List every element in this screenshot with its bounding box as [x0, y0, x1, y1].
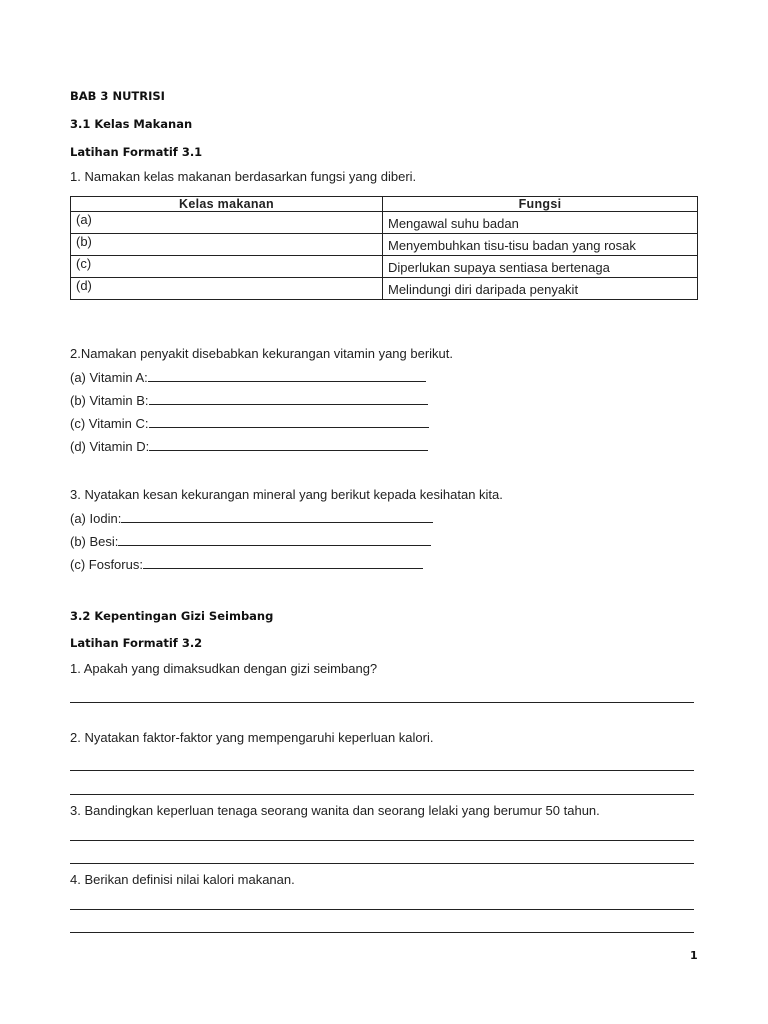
- question-3-tenaga: 3. Bandingkan keperluan tenaga seorang wanita dan seorang lelaki yang berumur 50 tahun.: [70, 803, 600, 818]
- answer-cell-a[interactable]: (a): [71, 212, 383, 234]
- answer-line[interactable]: [70, 840, 694, 841]
- table-row: [71, 278, 698, 300]
- vitamin-a-line: [70, 369, 426, 385]
- answer-cell-c[interactable]: (c): [71, 256, 383, 278]
- table-header-row: [71, 197, 698, 212]
- iodin-line: [70, 510, 433, 526]
- answer-line[interactable]: [70, 909, 694, 910]
- fungsi-cell: Diperlukan supaya sentiasa bertenaga: [383, 256, 698, 278]
- vitamin-b-line: [70, 392, 428, 408]
- fungsi-cell: Mengawal suhu badan: [383, 212, 698, 234]
- answer-line[interactable]: [70, 702, 694, 703]
- question-4-nilai-kalori: 4. Berikan definisi nilai kalori makanan.: [70, 872, 295, 887]
- fosforus-label: (c) Fosforus:: [70, 557, 143, 572]
- vitamin-d-line: [70, 438, 428, 454]
- answer-line[interactable]: [70, 863, 694, 864]
- answer-line[interactable]: [70, 794, 694, 795]
- question-1-gizi: 1. Apakah yang dimaksudkan dengan gizi seimbang?: [70, 661, 378, 676]
- question-2-vitamin: 2.Namakan penyakit disebabkan kekurangan vitamin yang berikut.: [70, 346, 454, 361]
- table-row: [71, 212, 698, 234]
- vitamin-d-label: (d) Vitamin D:: [70, 439, 150, 454]
- vitamin-b-label: (b) Vitamin B:: [70, 393, 149, 408]
- iodin-label: (a) Iodin:: [70, 511, 122, 526]
- fosforus-answer-blank[interactable]: [143, 556, 423, 569]
- vitamin-a-label: (a) Vitamin A:: [70, 370, 148, 385]
- vitamin-c-line: [70, 415, 429, 431]
- section-heading-3-2: 3.2 Kepentingan Gizi Seimbang: [70, 609, 274, 623]
- section-heading-3-1: 3.1 Kelas Makanan: [70, 117, 193, 131]
- vitamin-a-answer-blank[interactable]: [148, 369, 426, 382]
- vitamin-d-answer-blank[interactable]: [149, 438, 428, 451]
- exercise-heading-3-2: Latihan Formatif 3.2: [70, 636, 203, 650]
- fungsi-cell: Melindungi diri daripada penyakit: [383, 278, 698, 300]
- table-row: [71, 234, 698, 256]
- besi-line: [70, 533, 431, 549]
- table-row: [71, 256, 698, 278]
- question-2-kalori: 2. Nyatakan faktor-faktor yang mempengaruhi keperluan kalori.: [70, 730, 434, 745]
- fungsi-cell: Menyembuhkan tisu-tisu badan yang rosak: [383, 234, 698, 256]
- iodin-answer-blank[interactable]: [121, 510, 433, 523]
- header-fungsi: Fungsi: [383, 197, 698, 212]
- header-kelas-makanan: Kelas makanan: [71, 197, 383, 212]
- question-3-mineral: 3. Nyatakan kesan kekurangan mineral yang berikut kepada kesihatan kita.: [70, 487, 503, 502]
- besi-label: (b) Besi:: [70, 534, 119, 549]
- exercise-heading-3-1: Latihan Formatif 3.1: [70, 145, 203, 159]
- vitamin-b-answer-blank[interactable]: [149, 392, 428, 405]
- fosforus-line: [70, 556, 423, 572]
- answer-cell-b[interactable]: (b): [71, 234, 383, 256]
- besi-answer-blank[interactable]: [118, 533, 431, 546]
- vitamin-c-answer-blank[interactable]: [149, 415, 429, 428]
- chapter-heading: BAB 3 NUTRISI: [70, 89, 165, 103]
- answer-line[interactable]: [70, 932, 694, 933]
- answer-cell-d[interactable]: (d): [71, 278, 383, 300]
- vitamin-c-label: (c) Vitamin C:: [70, 416, 149, 431]
- answer-line[interactable]: [70, 770, 694, 771]
- question-1-food-class: 1. Namakan kelas makanan berdasarkan fungsi yang diberi.: [70, 169, 417, 184]
- food-class-table: [70, 196, 698, 300]
- page-number: 1: [690, 949, 698, 962]
